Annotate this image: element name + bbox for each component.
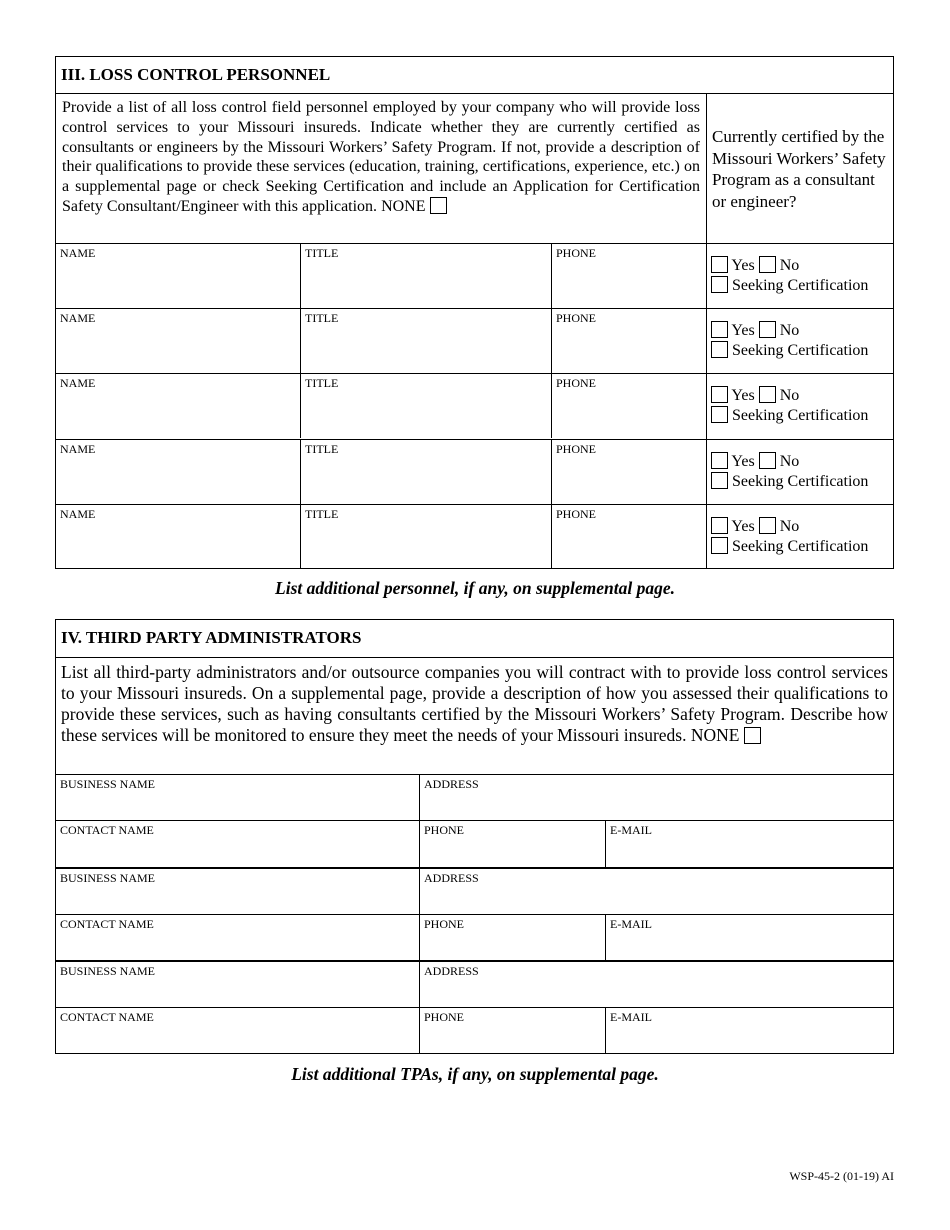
seeking-certification-checkbox[interactable] bbox=[711, 472, 728, 489]
section-4-none-checkbox[interactable] bbox=[744, 727, 761, 744]
tpa-phone-label: PHONE bbox=[424, 917, 465, 931]
personnel-phone-input[interactable] bbox=[553, 459, 704, 502]
personnel-name-label: NAME bbox=[60, 376, 96, 390]
tpa-email-label: E-MAIL bbox=[610, 823, 652, 837]
certified-no-checkbox[interactable] bbox=[759, 452, 776, 469]
personnel-title-input[interactable] bbox=[302, 263, 549, 306]
personnel-title-input[interactable] bbox=[302, 459, 549, 502]
personnel-phone-label: PHONE bbox=[556, 246, 597, 260]
personnel-name-input[interactable] bbox=[57, 263, 298, 306]
tpa-phone-input[interactable] bbox=[421, 839, 603, 865]
personnel-title-label: TITLE bbox=[305, 442, 339, 456]
personnel-phone-label: PHONE bbox=[556, 376, 597, 390]
tpa-email-input[interactable] bbox=[607, 933, 892, 958]
certified-no-checkbox[interactable] bbox=[759, 256, 776, 273]
tpa-phone-input[interactable] bbox=[421, 1026, 603, 1051]
additional-personnel-note: List additional personnel, if any, on supplemental page. bbox=[275, 578, 675, 598]
tpa-email-input[interactable] bbox=[607, 839, 892, 865]
personnel-name-label: NAME bbox=[60, 246, 96, 260]
tpa-contact-name-label: CONTACT NAME bbox=[60, 1010, 154, 1024]
certification-options bbox=[711, 256, 868, 296]
personnel-name-input[interactable] bbox=[57, 459, 298, 502]
certified-yes-label: Yes bbox=[731, 257, 755, 274]
section-4-title: IV. THIRD PARTY ADMINISTRATORS bbox=[61, 628, 362, 647]
seeking-certification-checkbox[interactable] bbox=[711, 406, 728, 423]
tpa-contact-name-input[interactable] bbox=[57, 933, 417, 958]
seeking-certification-label: Seeking Certification bbox=[732, 342, 869, 359]
seeking-certification-label: Seeking Certification bbox=[732, 407, 869, 424]
tpa-phone-input[interactable] bbox=[421, 933, 603, 958]
certified-yes-checkbox[interactable] bbox=[711, 386, 728, 403]
personnel-name-label: NAME bbox=[60, 311, 96, 325]
tpa-email-input[interactable] bbox=[607, 1026, 892, 1051]
certified-yes-label: Yes bbox=[731, 322, 755, 339]
certified-no-checkbox[interactable] bbox=[759, 517, 776, 534]
personnel-title-label: TITLE bbox=[305, 376, 339, 390]
certified-no-label: No bbox=[779, 518, 800, 535]
personnel-phone-input[interactable] bbox=[553, 328, 704, 371]
form-id: WSP-45-2 (01-19) AI bbox=[789, 1169, 894, 1183]
seeking-certification-checkbox[interactable] bbox=[711, 537, 728, 554]
section-3-instructions bbox=[62, 98, 700, 217]
certification-options bbox=[711, 517, 868, 557]
tpa-phone-label: PHONE bbox=[424, 1010, 465, 1024]
certification-options bbox=[711, 452, 868, 492]
certified-yes-label: Yes bbox=[731, 387, 755, 404]
tpa-business-name-label: BUSINESS NAME bbox=[60, 777, 156, 791]
section-4-none-label: NONE bbox=[690, 725, 740, 745]
certified-yes-checkbox[interactable] bbox=[711, 452, 728, 469]
tpa-address-input[interactable] bbox=[421, 980, 892, 1005]
certified-no-checkbox[interactable] bbox=[759, 321, 776, 338]
certified-yes-checkbox[interactable] bbox=[711, 256, 728, 273]
personnel-title-label: TITLE bbox=[305, 246, 339, 260]
personnel-title-input[interactable] bbox=[302, 328, 549, 371]
certified-no-label: No bbox=[779, 453, 800, 470]
certified-no-checkbox[interactable] bbox=[759, 386, 776, 403]
personnel-title-label: TITLE bbox=[305, 507, 339, 521]
certification-options bbox=[711, 386, 868, 426]
certified-yes-label: Yes bbox=[731, 518, 755, 535]
certified-yes-checkbox[interactable] bbox=[711, 321, 728, 338]
seeking-certification-label: Seeking Certification bbox=[732, 277, 869, 294]
section-4-instructions-text: List all third-party administrators and/or outsource companies you will contract with to provide loss control services to your Missouri insureds. On a supplemental page, provide a description of how you assessed their qualifications to provide these services, such as having consultants certified by the Missouri Workers’ Safety Program. Describe how these services will be monitored to ensure they meet the needs of your Missouri insureds. bbox=[61, 662, 888, 745]
seeking-certification-checkbox[interactable] bbox=[711, 341, 728, 358]
certified-yes-checkbox[interactable] bbox=[711, 517, 728, 534]
personnel-phone-input[interactable] bbox=[553, 393, 704, 436]
personnel-phone-label: PHONE bbox=[556, 311, 597, 325]
certified-no-label: No bbox=[779, 322, 800, 339]
personnel-title-input[interactable] bbox=[302, 393, 549, 436]
personnel-name-input[interactable] bbox=[57, 393, 298, 436]
tpa-address-input[interactable] bbox=[421, 887, 892, 912]
personnel-name-label: NAME bbox=[60, 442, 96, 456]
tpa-address-label: ADDRESS bbox=[424, 777, 479, 791]
seeking-certification-label: Seeking Certification bbox=[732, 538, 869, 555]
section-3-title: III. LOSS CONTROL PERSONNEL bbox=[61, 65, 331, 84]
certified-yes-label: Yes bbox=[731, 453, 755, 470]
seeking-certification-label: Seeking Certification bbox=[732, 473, 869, 490]
personnel-phone-input[interactable] bbox=[553, 263, 704, 306]
personnel-phone-label: PHONE bbox=[556, 442, 597, 456]
tpa-email-label: E-MAIL bbox=[610, 917, 652, 931]
tpa-business-name-input[interactable] bbox=[57, 887, 417, 912]
certification-column-header: Currently certified by the Missouri Workers’ Safety Program as a consultant or engineer? bbox=[712, 127, 886, 211]
personnel-title-label: TITLE bbox=[305, 311, 339, 325]
tpa-email-label: E-MAIL bbox=[610, 1010, 652, 1024]
personnel-phone-label: PHONE bbox=[556, 507, 597, 521]
certification-options bbox=[711, 321, 868, 361]
seeking-certification-checkbox[interactable] bbox=[711, 276, 728, 293]
certified-no-label: No bbox=[779, 257, 800, 274]
personnel-name-input[interactable] bbox=[57, 524, 298, 567]
tpa-address-input[interactable] bbox=[421, 793, 892, 818]
section-3-instructions-text: Provide a list of all loss control field personnel employed by your company who will provide loss control services to your Missouri insureds. Indicate whether they are currently certified as consultants or engineers by the Missouri Workers’ Safety Program. If not, provide a description of their qualifications to provide these services (education, training, certifications, experience, etc.) on a supplemental page or check Seeking Certification and include an Application for Certification Safety Consultant/Engineer with this application. bbox=[62, 99, 700, 215]
personnel-name-input[interactable] bbox=[57, 328, 298, 371]
tpa-business-name-label: BUSINESS NAME bbox=[60, 871, 156, 885]
section-3-none-checkbox[interactable] bbox=[430, 197, 447, 214]
tpa-contact-name-label: CONTACT NAME bbox=[60, 823, 154, 837]
certified-no-label: No bbox=[779, 387, 800, 404]
additional-tpa-note: List additional TPAs, if any, on supplemental page. bbox=[291, 1064, 659, 1084]
personnel-title-input[interactable] bbox=[302, 524, 549, 567]
personnel-phone-input[interactable] bbox=[553, 524, 704, 567]
tpa-business-name-label: BUSINESS NAME bbox=[60, 964, 156, 978]
tpa-address-label: ADDRESS bbox=[424, 871, 479, 885]
tpa-contact-name-input[interactable] bbox=[57, 1026, 417, 1051]
section-3-none-label: NONE bbox=[381, 197, 426, 215]
section-4-instructions bbox=[61, 662, 888, 746]
tpa-business-name-input[interactable] bbox=[57, 980, 417, 1005]
personnel-name-label: NAME bbox=[60, 507, 96, 521]
tpa-contact-name-input[interactable] bbox=[57, 839, 417, 865]
tpa-phone-label: PHONE bbox=[424, 823, 465, 837]
tpa-business-name-input[interactable] bbox=[57, 793, 417, 818]
tpa-contact-name-label: CONTACT NAME bbox=[60, 917, 154, 931]
tpa-address-label: ADDRESS bbox=[424, 964, 479, 978]
